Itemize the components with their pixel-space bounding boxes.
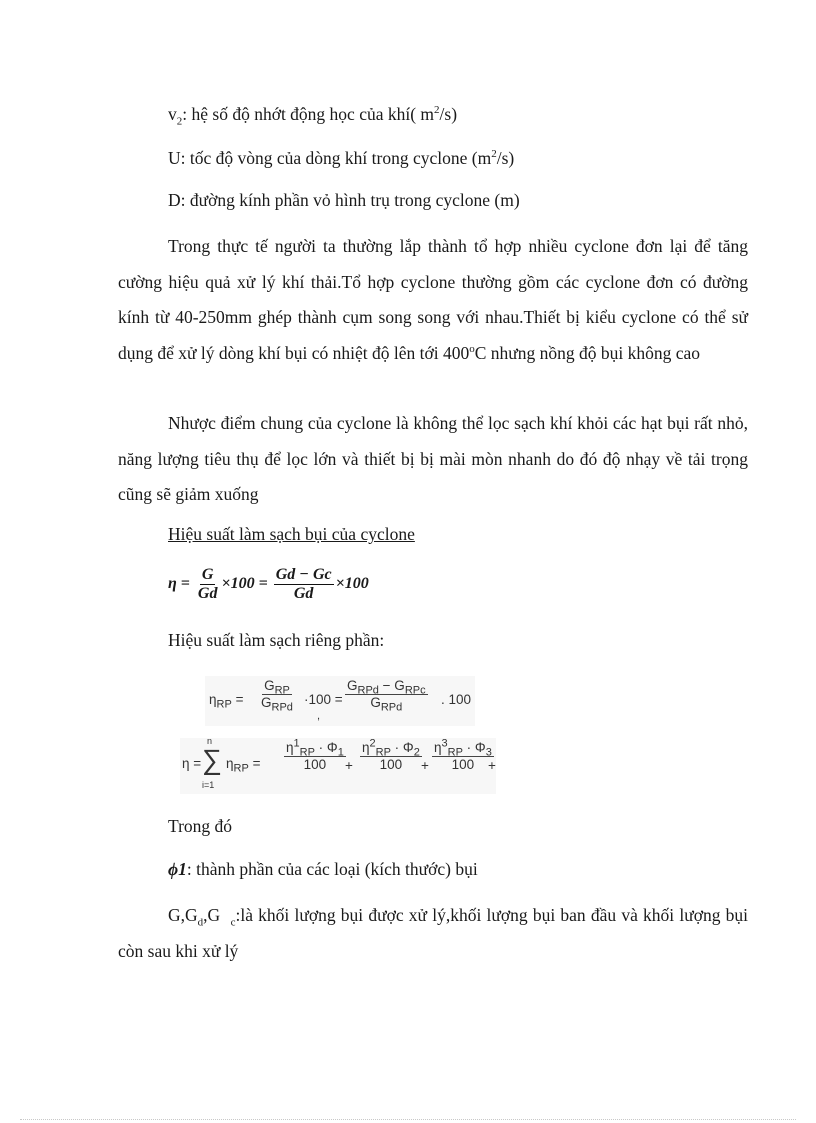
rp-num2: [345, 678, 428, 695]
g-sub: RPd: [357, 684, 379, 697]
phi-symbol: · Φ: [390, 740, 414, 755]
rp-sub: RP: [233, 762, 249, 775]
sum-lhs: η =: [182, 756, 202, 771]
term3-num: [432, 737, 494, 759]
where-label: Trong đó: [168, 816, 233, 836]
u-text: U: tốc độ vòng của dòng khí trong cyclone (m: [168, 148, 492, 168]
sum-sign: ∑: [202, 744, 222, 775]
efficiency-formula: [168, 566, 369, 603]
g-definition-a: G,G: [168, 905, 198, 925]
g-symbol: G: [370, 695, 381, 710]
sum-fraction-1: [284, 737, 346, 773]
g-sub: RPd: [380, 701, 403, 714]
formula-end: ×100: [335, 575, 369, 593]
sum-bottom: i=1: [202, 780, 215, 790]
paragraph-1-text: Trong thực tế người ta thường lắp thành tổ hợp nhiều cyclone đơn lại để tăng cường hiệu quả xử lý khí thải.Tổ hợp cyclone thường gồm các cyclone đơn có đường kính từ 40-250mm ghép thành cụm song song với nhau.Thiết bị kiểu cyclone có thể sử dụng để xử lý dòng khí bụi có nhiệt độ lên tới 400: [118, 236, 748, 363]
g-sub-d: d: [197, 916, 204, 929]
plus-sign: +: [345, 758, 353, 773]
plus-sign: +: [488, 758, 496, 773]
partial-efficiency-heading: Hiệu suất làm sạch riêng phần:: [168, 630, 385, 650]
phi-sub: 1: [337, 746, 344, 759]
term2-num: [360, 737, 422, 759]
fraction-numerator: G: [201, 566, 214, 583]
rp-formula: [205, 676, 475, 726]
degree-sup: o: [469, 342, 475, 355]
phi-definition: [168, 857, 478, 881]
v2-text: : hệ số độ nhớt động học của khí( m: [182, 104, 435, 124]
formula-lhs: η =: [168, 575, 190, 593]
plus-sign: +: [421, 758, 429, 773]
sum-top: n: [207, 736, 213, 746]
equals-sign: =: [252, 756, 261, 771]
equals-sign: =: [235, 692, 244, 707]
rp-lhs: [209, 692, 244, 711]
denominator-100: 100: [451, 757, 475, 772]
rp-comma: ,: [317, 710, 321, 722]
g-definition-b: ,G: [203, 905, 221, 925]
minus-g: − G: [378, 678, 405, 693]
u-sup: 2: [491, 148, 497, 161]
rp-num1: [262, 678, 292, 695]
g-symbol: G: [264, 678, 275, 693]
rp-den2: [368, 695, 404, 714]
rp-mid: ·100 =: [304, 692, 343, 707]
denominator-100: 100: [303, 757, 327, 772]
fraction-denominator: Gd: [197, 585, 218, 602]
u-tail: /s): [496, 148, 515, 168]
paragraph-1-tail: C nhưng nồng độ bụi không cao: [474, 342, 701, 363]
sup-2: 2: [369, 737, 376, 750]
paragraph-2: [118, 406, 748, 513]
g-symbol: G: [347, 678, 358, 693]
g-sub: RP: [274, 684, 290, 697]
term1-num: [284, 737, 346, 759]
fraction-gd-gc: [274, 566, 334, 603]
phi-symbol: · Φ: [314, 740, 338, 755]
d-definition: D: đường kính phần vỏ hình trụ trong cyclone (m): [168, 190, 520, 210]
eta-symbol: η: [286, 740, 294, 755]
page-divider: [20, 1119, 796, 1120]
g-definition: [118, 898, 748, 969]
rp-end: . 100: [441, 692, 472, 707]
phi-sub: 2: [413, 746, 420, 759]
v2-definition: [168, 102, 457, 126]
efficiency-heading: Hiệu suất làm sạch bụi của cyclone: [168, 524, 415, 544]
eta-symbol: η: [209, 692, 217, 707]
v2-sub: 2: [176, 115, 183, 128]
g-definition-c: :là khối lượng bụi được xử lý,khối lượng bụi ban đầu và khối lượng bụi còn sau khi xử lý: [118, 905, 749, 961]
denominator-100: 100: [379, 757, 403, 772]
u-definition: [168, 146, 514, 170]
formula-mid: ×100 =: [221, 575, 268, 593]
rp-sub: RP: [299, 746, 315, 759]
phi-sub: 3: [485, 746, 492, 759]
phi-label: ϕ1: [168, 859, 187, 879]
sum-fraction-3: [432, 737, 494, 773]
g-sub: RPc: [404, 684, 426, 697]
g-sub-c: c: [230, 916, 236, 929]
v2-tail: /s): [439, 104, 458, 124]
g-sub: RPd: [271, 701, 293, 714]
g-symbol: G: [261, 695, 272, 710]
phi-symbol: · Φ: [462, 740, 486, 755]
sum-formula: [180, 738, 496, 794]
rp-fraction-2: [345, 678, 428, 714]
rp-den1: [259, 695, 295, 714]
sum-fraction-2: [360, 737, 422, 773]
v2-sup: 2: [434, 104, 440, 117]
paragraph-1: [118, 229, 748, 371]
fraction-denominator: Gd: [293, 585, 314, 602]
v2-var: v: [168, 104, 177, 124]
fraction-numerator: Gd − Gc: [275, 566, 332, 583]
sup-1: 1: [293, 737, 300, 750]
rp-sub: RP: [216, 698, 232, 711]
rp-sub: RP: [375, 746, 391, 759]
paragraph-2-text: Nhược điểm chung của cyclone là không thể lọc sạch khí khỏi các hạt bụi rất nhỏ, năng lượng tiêu thụ để lọc lớn và thiết bị bị mài mòn nhanh do đó độ nhạy về tải trọng cũng sẽ giảm xuống: [118, 413, 748, 504]
eta-symbol: η: [226, 756, 234, 771]
sup-3: 3: [441, 737, 448, 750]
eta-symbol: η: [362, 740, 370, 755]
eta-symbol: η: [434, 740, 442, 755]
phi-definition-text: : thành phần của các loại (kích thước) bụi: [186, 859, 478, 879]
rp-fraction-1: [259, 678, 295, 714]
sum-term: [226, 756, 261, 775]
rp-sub: RP: [447, 746, 463, 759]
fraction-g-gd: [196, 566, 220, 603]
